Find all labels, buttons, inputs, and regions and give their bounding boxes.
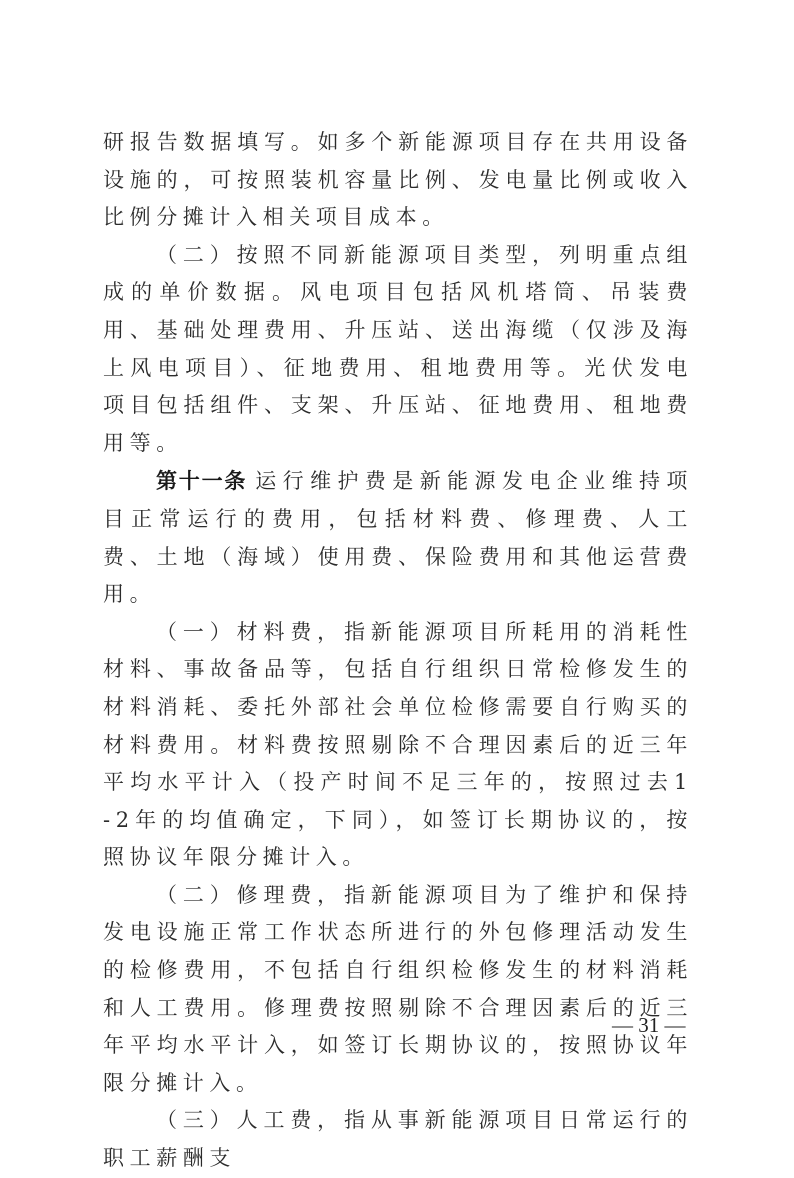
paragraph-material-cost: （一）材料费，指新能源项目所耗用的消耗性材料、事故备品等，包括自行组织日常检修发生的材料消耗、委托外部社会单位检修需要自行购买的材料费用。材料费按照剔除不合理因素后的近三年平均水平计入（投产时间不足三年的，按照过去1-2年的均值确定，下同），如签订长期协议的，按照协议年限分摊计入。 (103, 619, 693, 870)
paragraph-unit-price-data: （二）按照不同新能源项目类型，列明重点组成的单价数据。风电项目包括风机塔筒、吊装费用、基础处理费用、升压站、送出海缆（仅涉及海上风电项目）、征地费用、租地费用等。光伏发电项目包括组件、支架、升压站、征地费用、租地费用等。 (103, 242, 693, 455)
paragraph-labor-cost: （三）人工费，指从事新能源项目日常运行的职工薪酬支 (103, 1108, 693, 1171)
paragraph-article-11 (103, 462, 693, 613)
paragraph-repair-cost: （二）修理费，指新能源项目为了维护和保持发电设施正常工作状态所进行的外包修理活动发生的检修费用，不包括自行组织检修发生的材料消耗和人工费用。修理费按照剔除不合理因素后的近三年平均水平计入，如签订长期协议的，按照协议年限分摊计入。 (103, 882, 693, 1095)
page-number: — 31 — (612, 1013, 686, 1037)
article-11-text: 运行维护费是新能源发电企业维持项目正常运行的费用，包括材料费、修理费、人工费、土地（海域）使用费、保险费用和其他运营费用。 (103, 469, 693, 607)
document-page-body (103, 124, 693, 1178)
article-number: 第十一条 (156, 468, 248, 494)
paragraph-cost-allocation: 研报告数据填写。如多个新能源项目存在共用设备设施的，可按照装机容量比例、发电量比例或收入比例分摊计入相关项目成本。 (103, 130, 693, 230)
